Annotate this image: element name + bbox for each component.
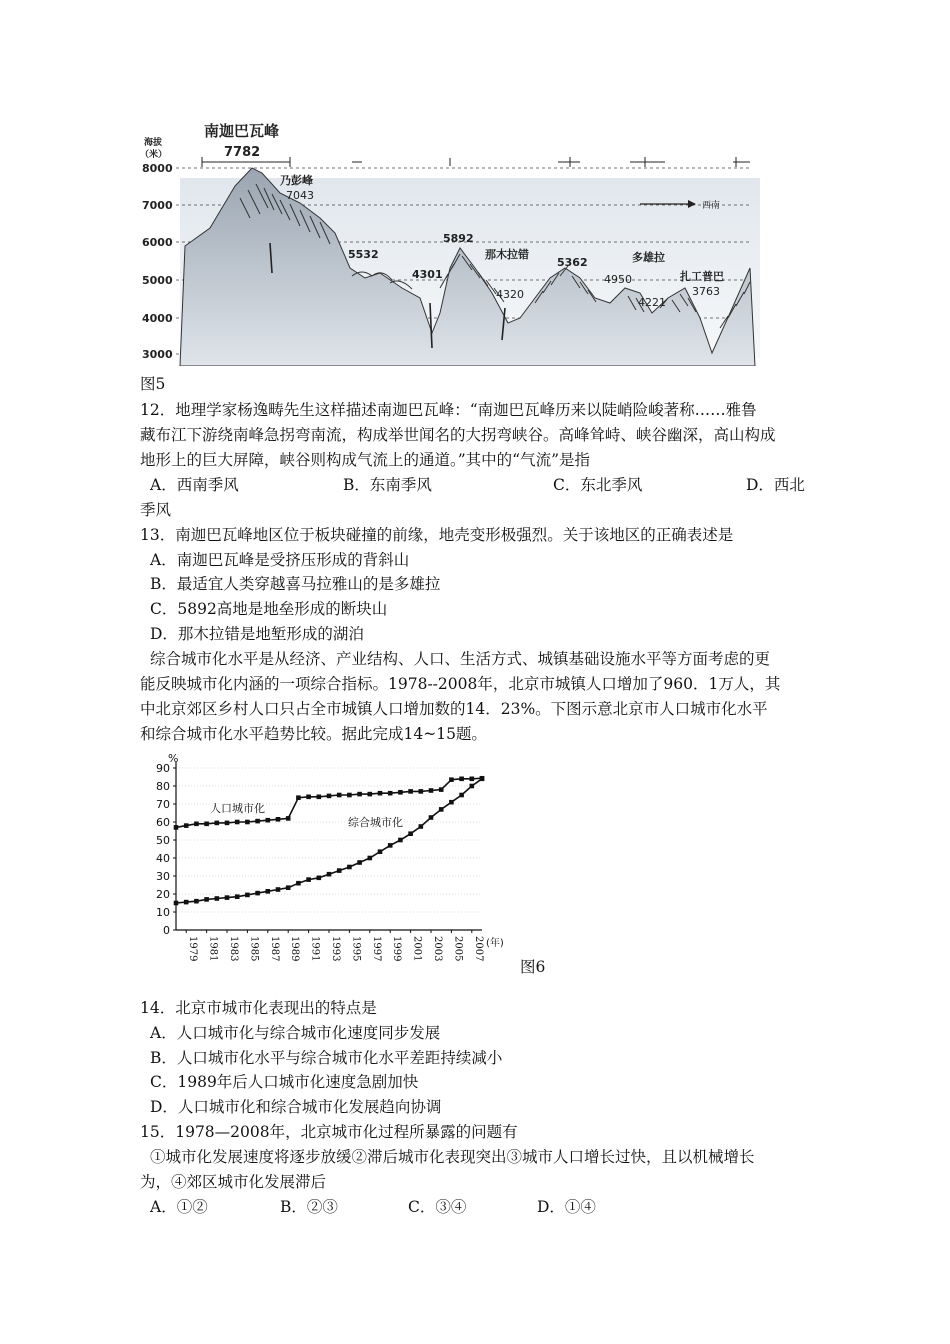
ytick-7000: 7000 xyxy=(142,199,173,212)
data-point-population-1988 xyxy=(276,817,281,822)
data-point-comprehensive-1995 xyxy=(347,865,352,870)
chart-xlabel: (年) xyxy=(486,938,504,949)
series-label-comprehensive: 综合城市化 xyxy=(348,816,403,829)
data-point-population-1979 xyxy=(184,823,189,828)
data-point-comprehensive-1979 xyxy=(184,900,189,905)
data-point-comprehensive-1999 xyxy=(388,843,393,848)
q13-option-c: C．5892高地是地垒形成的断块山 xyxy=(150,600,388,618)
q13-stem: 13．南迦巴瓦峰地区位于板块碰撞的前缘，地壳变形极强烈。关于该地区的正确表述是 xyxy=(140,526,734,544)
q15-option-b: B．②③ xyxy=(280,1198,338,1216)
q12-option-d-continued: 季风 xyxy=(140,501,172,519)
duoxiongla-name: 多雄拉 xyxy=(632,251,665,264)
xtick-label-1979: 1979 xyxy=(187,936,199,962)
q14-option-b: B．人口城市化水平与综合城市化水平差距持续减小 xyxy=(150,1049,503,1067)
data-point-population-1990 xyxy=(296,795,301,800)
chart-series-group xyxy=(174,776,485,905)
data-point-comprehensive-1985 xyxy=(245,893,250,898)
ytick-label-80: 80 xyxy=(156,780,170,793)
data-point-comprehensive-1987 xyxy=(266,889,271,894)
data-point-comprehensive-1981 xyxy=(204,897,209,902)
chart-axes xyxy=(173,762,482,933)
ytick-8000: 8000 xyxy=(142,162,173,175)
zhagong-name: 扎工普巴 xyxy=(680,270,724,283)
elevation-5362-label: 5362 xyxy=(557,256,588,269)
ytick-label-50: 50 xyxy=(156,834,170,847)
data-point-population-1986 xyxy=(255,819,260,824)
ytick-label-10: 10 xyxy=(156,906,170,919)
chart-ytick-labels xyxy=(156,762,170,937)
data-point-population-2007 xyxy=(470,777,475,782)
data-point-population-1983 xyxy=(225,821,230,826)
intro-line-3: 中北京郊区乡村人口只占全市城镇人口增加数的14．23%。下图示意北京市人口城市化水平 xyxy=(140,700,768,718)
intro-line-2: 能反映城市化内涵的一项综合指标。1978--2008年，北京市城镇人口增加了960．1万人，其 xyxy=(140,675,781,693)
data-point-comprehensive-2000 xyxy=(398,838,403,843)
xtick-label-2007: 2007 xyxy=(472,936,484,962)
ytick-label-20: 20 xyxy=(156,888,170,901)
direction-label: 西南 xyxy=(702,201,721,211)
data-point-comprehensive-2008 xyxy=(480,777,485,782)
namu-lake-name: 那木拉错 xyxy=(485,248,529,261)
xtick-label-1983: 1983 xyxy=(228,936,239,962)
data-point-comprehensive-1998 xyxy=(378,849,383,854)
data-point-population-1994 xyxy=(337,793,342,798)
ytick-label-70: 70 xyxy=(156,798,170,811)
q14-option-d: D．人口城市化和综合城市化发展趋向协调 xyxy=(150,1098,442,1116)
xtick-label-1997: 1997 xyxy=(370,936,382,962)
data-point-comprehensive-2004 xyxy=(439,807,444,812)
figure5-caption: 图5 xyxy=(140,375,166,393)
data-point-comprehensive-2003 xyxy=(429,815,434,820)
data-point-population-2003 xyxy=(429,788,434,793)
q12-option-c: C．东北季风 xyxy=(553,476,643,494)
data-point-population-1996 xyxy=(357,792,362,797)
data-point-comprehensive-2007 xyxy=(470,784,475,789)
data-point-population-1995 xyxy=(347,793,352,798)
naipeng-peak-name: 乃彭峰 xyxy=(280,174,313,187)
urbanization-chart-svg xyxy=(140,750,520,965)
data-point-comprehensive-2001 xyxy=(408,831,413,836)
xtick-label-2003: 2003 xyxy=(432,936,443,962)
q12-stem-line-2: 藏布江下游绕南峰急拐弯南流，构成举世闻名的大拐弯峡谷。高峰耸峙、峡谷幽深，高山构成 xyxy=(140,426,776,444)
q15-items-line-1: ①城市化发展速度将逐步放缓②滞后城市化表现突出③城市人口增长过快，且以机械增长 xyxy=(150,1148,755,1166)
data-point-comprehensive-1978 xyxy=(174,901,179,906)
q12-stem-line-1: 12．地理学家杨逸畴先生这样描述南迦巴瓦峰：“南迦巴瓦峰历来以陡峭险峻著称……雅鲁 xyxy=(140,401,757,419)
q15-items-line-2: 为，④郊区城市化发展滞后 xyxy=(140,1173,327,1191)
data-point-population-1978 xyxy=(174,825,179,830)
chart-xtick-labels xyxy=(187,936,484,961)
q12-stem-line-3: 地形上的巨大屏障，峡谷则构成气流上的通道。”其中的“气流”是指 xyxy=(140,451,591,469)
q13-option-a: A．南迦巴瓦峰是受挤压形成的背斜山 xyxy=(150,551,410,569)
data-point-comprehensive-1983 xyxy=(225,895,230,900)
data-point-population-2004 xyxy=(439,787,444,792)
data-point-population-1980 xyxy=(194,822,199,827)
data-point-comprehensive-2002 xyxy=(419,824,424,829)
q15-option-c: C．③④ xyxy=(408,1198,467,1216)
data-point-comprehensive-1988 xyxy=(276,887,281,892)
yaxis-label-2: （米） xyxy=(140,150,168,160)
xtick-label-1985: 1985 xyxy=(248,936,260,962)
figure5-title: 南迦巴瓦峰 xyxy=(204,122,280,140)
naipeng-7043-label: 7043 xyxy=(286,189,314,202)
xtick-label-1991: 1991 xyxy=(309,936,321,962)
data-point-population-2006 xyxy=(459,777,464,782)
data-point-comprehensive-1982 xyxy=(215,896,220,901)
q15-stem: 15．1978—2008年，北京城市化过程所暴露的问题有 xyxy=(140,1123,518,1141)
elevation-4301-label: 4301 xyxy=(412,268,443,281)
q13-option-b: B．最适宜人类穿越喜马拉雅山的是多雄拉 xyxy=(150,575,441,593)
data-point-population-1985 xyxy=(245,820,250,825)
xtick-label-1993: 1993 xyxy=(330,936,341,962)
data-point-population-1992 xyxy=(317,795,322,800)
peak-7782-label: 7782 xyxy=(224,145,261,160)
data-point-comprehensive-1992 xyxy=(317,876,322,881)
data-point-comprehensive-2006 xyxy=(459,793,464,798)
data-point-comprehensive-1986 xyxy=(255,891,260,896)
data-point-comprehensive-1991 xyxy=(306,877,311,882)
data-point-population-2002 xyxy=(419,789,424,794)
data-point-population-1998 xyxy=(378,791,383,796)
elevation-4221-label: 4221 xyxy=(638,296,666,309)
top-scale-markers xyxy=(202,157,750,167)
data-point-comprehensive-1984 xyxy=(235,894,240,899)
xtick-label-2001: 2001 xyxy=(411,936,423,962)
xtick-label-1999: 1999 xyxy=(391,936,403,962)
figure-5-terrain-profile xyxy=(140,118,760,366)
elevation-5532-label: 5532 xyxy=(348,248,379,261)
xtick-label-1981: 1981 xyxy=(207,936,219,962)
ytick-5000: 5000 xyxy=(142,274,173,287)
terrain-profile-svg xyxy=(140,118,760,366)
data-point-population-2000 xyxy=(398,790,403,795)
data-point-comprehensive-1993 xyxy=(327,872,332,877)
data-point-population-1984 xyxy=(235,820,240,825)
data-point-comprehensive-2005 xyxy=(449,800,454,805)
figure6-caption: 图6 xyxy=(520,958,546,976)
ytick-4000: 4000 xyxy=(142,312,173,325)
ytick-label-0: 0 xyxy=(163,924,170,937)
data-point-population-1997 xyxy=(368,792,373,797)
data-point-population-1999 xyxy=(388,791,393,796)
q12-option-d: D．西北 xyxy=(746,476,805,494)
intro-line-1: 综合城市化水平是从经济、产业结构、人口、生活方式、城镇基础设施水平等方面考虑的更 xyxy=(150,650,771,668)
q13-option-d: D．那木拉错是地堑形成的湖泊 xyxy=(150,625,364,643)
data-point-comprehensive-1996 xyxy=(357,860,362,865)
yaxis-label-1: 海拔 xyxy=(144,138,163,148)
xtick-label-1995: 1995 xyxy=(350,936,362,962)
data-point-population-1993 xyxy=(327,794,332,799)
ytick-label-30: 30 xyxy=(156,870,170,883)
series-label-population: 人口城市化 xyxy=(210,802,265,815)
data-point-population-2005 xyxy=(449,777,454,782)
intro-line-4: 和综合城市化水平趋势比较。据此完成14~15题。 xyxy=(140,725,487,743)
ytick-6000: 6000 xyxy=(142,236,173,249)
data-point-population-1991 xyxy=(306,795,311,800)
elevation-5892-label: 5892 xyxy=(443,232,474,245)
data-point-population-2001 xyxy=(408,789,413,794)
data-point-comprehensive-1994 xyxy=(337,868,342,873)
data-point-population-1989 xyxy=(286,816,291,821)
elevation-3763-label: 3763 xyxy=(692,285,720,298)
data-point-population-1987 xyxy=(266,818,271,823)
data-point-comprehensive-1989 xyxy=(286,885,291,890)
ytick-label-90: 90 xyxy=(156,762,170,775)
q14-stem: 14．北京市城市化表现出的特点是 xyxy=(140,999,377,1017)
ytick-label-40: 40 xyxy=(156,852,170,865)
xtick-label-2005: 2005 xyxy=(452,936,464,962)
q14-option-c: C．1989年后人口城市化速度急剧加快 xyxy=(150,1073,419,1091)
q12-option-a: A．西南季风 xyxy=(150,476,239,494)
data-point-comprehensive-1990 xyxy=(296,881,301,886)
q12-option-b: B．东南季风 xyxy=(343,476,432,494)
data-point-comprehensive-1980 xyxy=(194,899,199,904)
figure-6-urbanization-chart xyxy=(140,750,520,965)
elevation-4950-label: 4950 xyxy=(604,273,632,286)
data-point-comprehensive-1997 xyxy=(368,856,373,861)
ytick-3000: 3000 xyxy=(142,348,173,361)
xtick-label-1987: 1987 xyxy=(268,936,280,962)
elevation-4320-label: 4320 xyxy=(496,288,524,301)
ytick-label-60: 60 xyxy=(156,816,170,829)
q15-option-d: D．①④ xyxy=(537,1198,596,1216)
data-point-population-1982 xyxy=(215,821,220,826)
chart-ylabel: % xyxy=(168,752,179,765)
data-point-population-1981 xyxy=(204,822,209,827)
q14-option-a: A．人口城市化与综合城市化速度同步发展 xyxy=(150,1024,441,1042)
q15-option-a: A．①② xyxy=(150,1198,208,1216)
xtick-label-1989: 1989 xyxy=(289,936,301,962)
